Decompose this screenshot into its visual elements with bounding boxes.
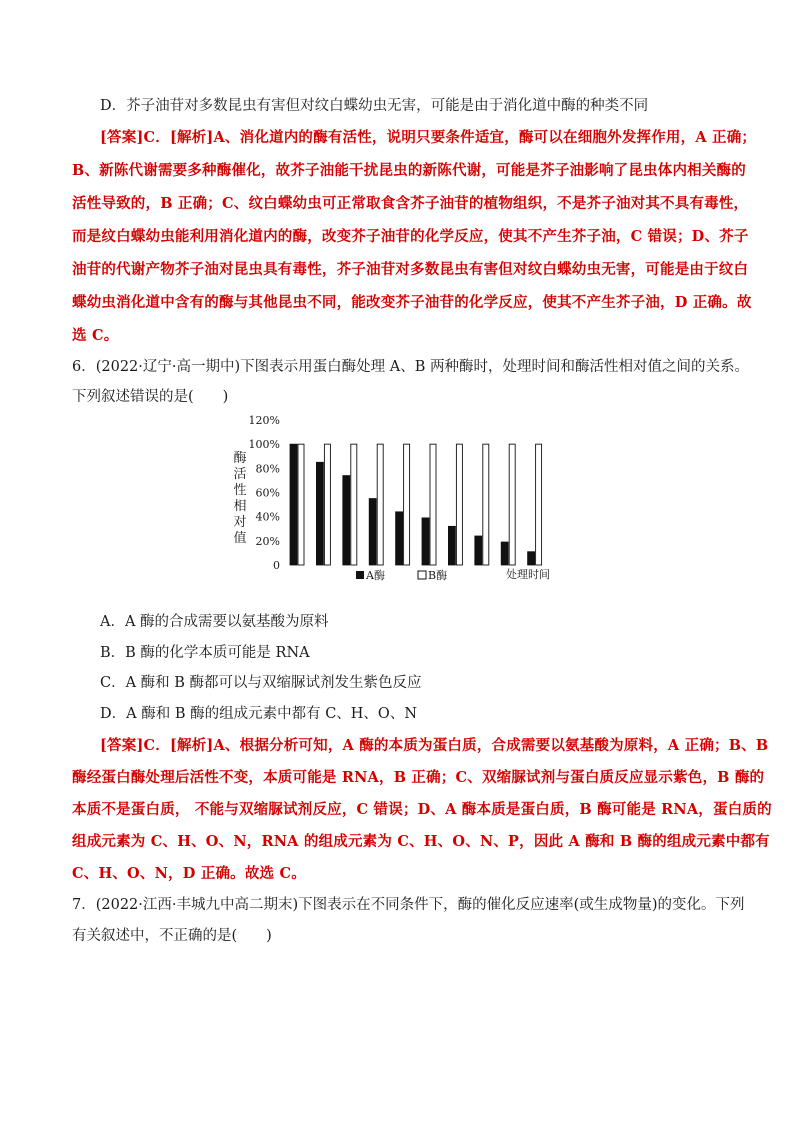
q5-answer-line: 选 C。	[72, 327, 119, 344]
bar-b-enzyme	[324, 444, 330, 565]
bar-a-enzyme	[422, 518, 429, 565]
q6-answer-line: 组成元素为 C、H、O、N，RNA 的组成元素为 C、H、O、N、P，因此 A 酶和 B 酶的组成元素中都有	[72, 833, 770, 850]
y-tick-label: 0	[273, 559, 280, 572]
bar-a-enzyme	[369, 499, 376, 565]
q6-stem-line: 下列叙述错误的是( )	[72, 389, 229, 405]
y-tick-label: 120%	[248, 414, 280, 427]
bar-a-enzyme	[290, 444, 297, 565]
q5-answer-line: 蝶幼虫消化道中含有的酶与其他昆虫不同，能改变芥子油苷的化学反应，使其不产生芥子油，D 正确。故	[72, 294, 752, 311]
q5-option-d: D．芥子油苷对多数昆虫有害但对纹白蝶幼虫无害，可能是由于消化道中酶的种类不同	[100, 98, 649, 114]
y-tick-label: 20%	[255, 534, 280, 548]
x-axis-label: 处理时间	[506, 568, 550, 581]
bar-a-enzyme	[501, 542, 508, 565]
y-axis-label-char: 相	[233, 499, 247, 514]
y-tick-label: 80%	[255, 462, 280, 476]
y-tick-label: 60%	[255, 486, 280, 500]
bar-b-enzyme	[430, 444, 436, 565]
y-axis-label-char: 性	[233, 483, 247, 498]
bar-b-enzyme	[404, 444, 410, 565]
q5-answer-line: 油苷的代谢产物芥子油对昆虫具有毒性，芥子油苷对多数昆虫有害但对纹白蝶幼虫无害，可能是由于纹白	[72, 261, 749, 278]
bar-a-enzyme	[448, 526, 455, 565]
q5-answer-line: 而是纹白蝶幼虫能利用消化道内的酶，改变芥子油苷的化学反应，使其不产生芥子油，C 错误；D、芥子	[72, 228, 749, 245]
legend-label-a: A酶	[366, 569, 385, 582]
bar-a-enzyme	[475, 536, 482, 565]
q6-answer-line: C、H、O、N，D 正确。故选 C。	[72, 865, 306, 882]
bar-b-enzyme	[536, 444, 542, 565]
y-axis-label	[233, 451, 246, 546]
y-tick-label: 100%	[248, 438, 280, 452]
bar-b-enzyme	[351, 444, 357, 565]
q6-answer-line: 本质不是蛋白质， 不能与双缩脲试剂反应，C 错误；D、A 酶本质是蛋白质，B 酶可能是 RNA，蛋白质的	[72, 801, 772, 818]
y-axis-label-char: 酶	[233, 451, 247, 466]
bar-a-enzyme	[396, 512, 403, 565]
q6-option-c: C．A 酶和 B 酶都可以与双缩脲试剂发生紫色反应	[100, 675, 422, 691]
bar-b-enzyme	[298, 444, 304, 565]
q7-stem-line: 有关叙述中，不正确的是( )	[72, 928, 272, 944]
q7-stem-line: 7．(2022·江西·丰城九中高二期末)下图表示在不同条件下，酶的催化反应速率(或生成物量)的变化。下列	[72, 897, 745, 913]
y-axis-label-char: 对	[233, 515, 247, 530]
y-axis-label-char: 活	[233, 467, 247, 482]
bar-a-enzyme	[316, 462, 323, 565]
bar-b-enzyme	[377, 444, 383, 565]
y-axis-label-char: 值	[233, 531, 247, 546]
legend-label-b: B酶	[428, 569, 448, 582]
q6-option-a: A．A 酶的合成需要以氨基酸为原料	[100, 614, 329, 630]
bar-a-enzyme	[528, 552, 535, 565]
q6-option-d: D．A 酶和 B 酶的组成元素中都有 C、H、O、N	[100, 706, 418, 722]
q5-answer-line: B、新陈代谢需要多种酶催化，故芥子油能干扰昆虫的新陈代谢，可能是芥子油影响了昆虫体内相关酶的	[72, 162, 746, 179]
bar-b-enzyme	[456, 444, 462, 565]
bar-b-enzyme	[509, 444, 515, 565]
q5-answer-line: [答案]C．[解析]A、消化道内的酶有活性，说明只要条件适宜，酶可以在细胞外发挥作用，A 正确；	[100, 129, 757, 146]
q6-option-b: B．B 酶的化学本质可能是 RNA	[100, 645, 310, 661]
q6-answer-line: [答案]C．[解析]A、根据分析可知，A 酶的本质为蛋白质，合成需要以氨基酸为原料，A 正确；B、B	[100, 737, 769, 754]
q5-answer-line: 活性导致的，B 正确；C、纹白蝶幼虫可正常取食含芥子油苷的植物组织，不是芥子油对其不具有毒性，	[72, 195, 749, 212]
y-tick-label: 40%	[255, 510, 280, 524]
q6-answer-line: 酶经蛋白酶处理后活性不变，本质可能是 RNA，B 正确；C、双缩脲试剂与蛋白质反应显示紫色，B 酶的	[72, 769, 765, 786]
enzyme-activity-bar-chart	[230, 410, 570, 590]
legend-swatch-a	[356, 571, 364, 579]
bar-a-enzyme	[343, 476, 350, 565]
legend-swatch-b	[418, 571, 426, 579]
q6-stem-line: 6．(2022·辽宁·高一期中)下图表示用蛋白酶处理 A、B 两种酶时，处理时间和酶活性相对值之间的关系。	[72, 359, 750, 375]
bar-b-enzyme	[483, 444, 489, 565]
